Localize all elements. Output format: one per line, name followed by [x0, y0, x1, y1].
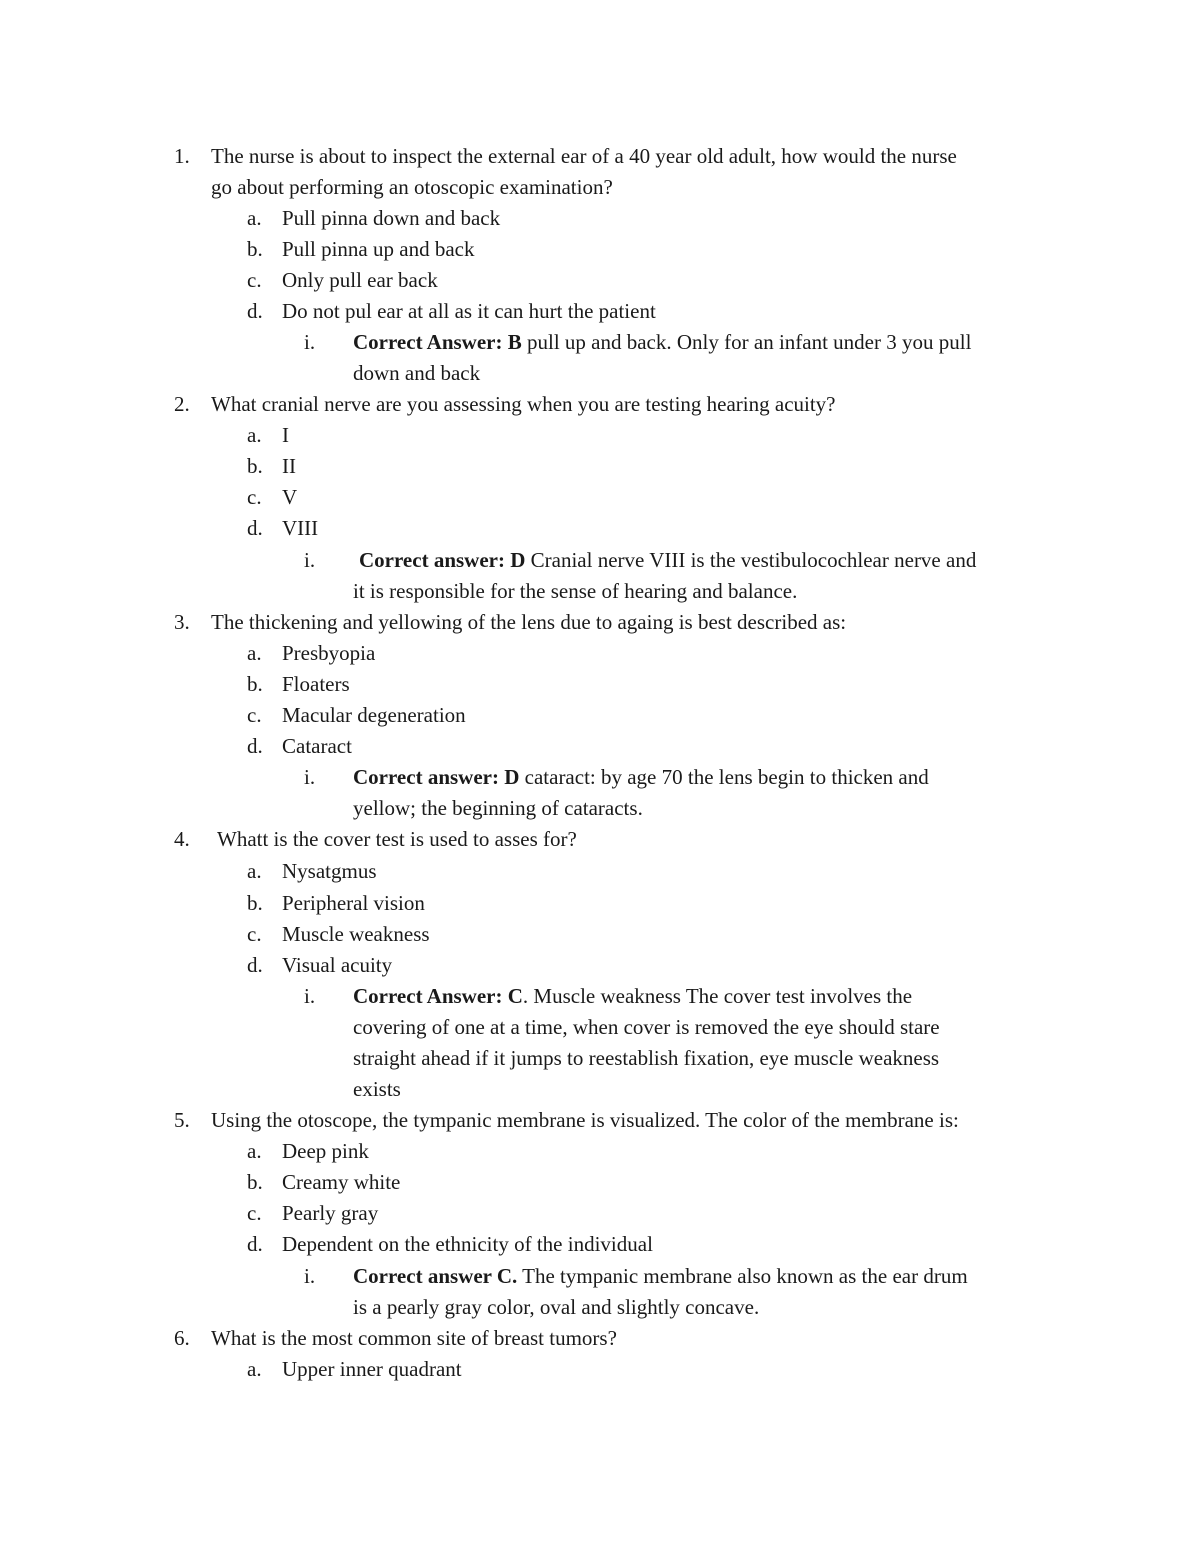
option-letter: b.: [247, 237, 263, 261]
option-letter: d.: [247, 299, 263, 323]
option-letter: a.: [247, 1357, 262, 1381]
answer-explanation: yellow; the beginning of cataracts.: [353, 796, 643, 820]
answer-explanation: it is responsible for the sense of hearing and balance.: [353, 579, 798, 603]
option-letter: d.: [247, 953, 263, 977]
correct-answer-line: [353, 762, 929, 793]
option-text: Pearly gray: [282, 1201, 379, 1225]
option-text: Cataract: [282, 734, 352, 758]
question-text: go about performing an otoscopic examination?: [211, 175, 613, 199]
correct-answer-choice: D: [504, 765, 520, 789]
answer-explanation: cataract: by age 70 the lens begin to thicken and: [519, 765, 929, 789]
question-number: 4.: [174, 827, 190, 851]
answer-explanation: covering of one at a time, when cover is removed the eye should stare: [353, 1015, 940, 1039]
answer-explanation: down and back: [353, 361, 481, 385]
correct-answer-line: [353, 981, 912, 1012]
option-letter: d.: [247, 1232, 263, 1256]
option-letter: a.: [247, 423, 262, 447]
answer-explanation: exists: [353, 1077, 401, 1101]
option-text: Floaters: [282, 672, 350, 696]
correct-answer-line: [353, 1261, 968, 1292]
correct-answer-choice: D: [510, 548, 526, 572]
option-letter: a.: [247, 859, 262, 883]
option-text: Pull pinna up and back: [282, 237, 475, 261]
answer-marker: i.: [304, 1264, 316, 1288]
correct-answer-label: Correct answer:: [359, 548, 505, 572]
correct-answer-line: [359, 545, 976, 576]
answer-marker: i.: [304, 765, 316, 789]
option-text: Dependent on the ethnicity of the individual: [282, 1232, 653, 1256]
option-text: Visual acuity: [282, 953, 393, 977]
correct-answer-line: [353, 327, 971, 358]
answer-marker: i.: [304, 984, 316, 1008]
question-text: What cranial nerve are you assessing when you are testing hearing acuity?: [211, 392, 836, 416]
option-letter: b.: [247, 1170, 263, 1194]
option-letter: d.: [247, 516, 263, 540]
question-text: The nurse is about to inspect the external ear of a 40 year old adult, how would the nurse: [211, 144, 957, 168]
option-text: Creamy white: [282, 1170, 401, 1194]
option-letter: b.: [247, 672, 263, 696]
answer-explanation: pull up and back. Only for an infant under 3 you pull: [521, 330, 972, 354]
option-text: Deep pink: [282, 1139, 369, 1163]
answer-explanation: The tympanic membrane also known as the ear drum: [517, 1264, 968, 1288]
question-text: What is the most common site of breast tumors?: [211, 1326, 617, 1350]
option-text: Muscle weakness: [282, 922, 430, 946]
question-number: 5.: [174, 1108, 190, 1132]
question-text: The thickening and yellowing of the lens due to againg is best described as:: [211, 610, 847, 634]
correct-answer-label: Correct answer C.: [353, 1264, 518, 1288]
option-text: Upper inner quadrant: [282, 1357, 462, 1381]
option-text: II: [282, 454, 296, 478]
answer-marker: i.: [304, 330, 316, 354]
answer-explanation: is a pearly gray color, oval and slightly concave.: [353, 1295, 760, 1319]
correct-answer-label: Correct Answer:: [353, 330, 503, 354]
answer-explanation: Cranial nerve VIII is the vestibulocochlear nerve and: [525, 548, 977, 572]
option-letter: c.: [247, 1201, 262, 1225]
option-letter: a.: [247, 1139, 262, 1163]
option-letter: d.: [247, 734, 263, 758]
option-text: Pull pinna down and back: [282, 206, 501, 230]
question-text: Whatt is the cover test is used to asses for?: [217, 827, 577, 851]
answer-explanation: straight ahead if it jumps to reestablish fixation, eye muscle weakness: [353, 1046, 940, 1070]
option-text: Peripheral vision: [282, 891, 425, 915]
option-letter: b.: [247, 891, 263, 915]
correct-answer-choice: C: [507, 984, 523, 1008]
question-text: Using the otoscope, the tympanic membrane is visualized. The color of the membrane is:: [211, 1108, 959, 1132]
option-letter: c.: [247, 922, 262, 946]
option-letter: b.: [247, 454, 263, 478]
option-text: I: [282, 423, 289, 447]
answer-marker: i.: [304, 548, 316, 572]
correct-answer-label: Correct answer:: [353, 765, 499, 789]
question-number: 6.: [174, 1326, 190, 1350]
option-text: V: [282, 485, 298, 509]
option-text: Do not pul ear at all as it can hurt the patient: [282, 299, 656, 323]
question-number: 2.: [174, 392, 190, 416]
option-text: Only pull ear back: [282, 268, 438, 292]
option-letter: a.: [247, 641, 262, 665]
option-text: VIII: [282, 516, 319, 540]
question-number: 1.: [174, 144, 190, 168]
option-letter: c.: [247, 485, 262, 509]
correct-answer-choice: B: [507, 330, 522, 354]
option-letter: c.: [247, 268, 262, 292]
option-text: Nysatgmus: [282, 859, 377, 883]
option-text: Macular degeneration: [282, 703, 466, 727]
option-letter: a.: [247, 206, 262, 230]
option-text: Presbyopia: [282, 641, 376, 665]
answer-explanation: . Muscle weakness The cover test involves the: [522, 984, 913, 1008]
question-number: 3.: [174, 610, 190, 634]
correct-answer-label: Correct Answer:: [353, 984, 503, 1008]
option-letter: c.: [247, 703, 262, 727]
